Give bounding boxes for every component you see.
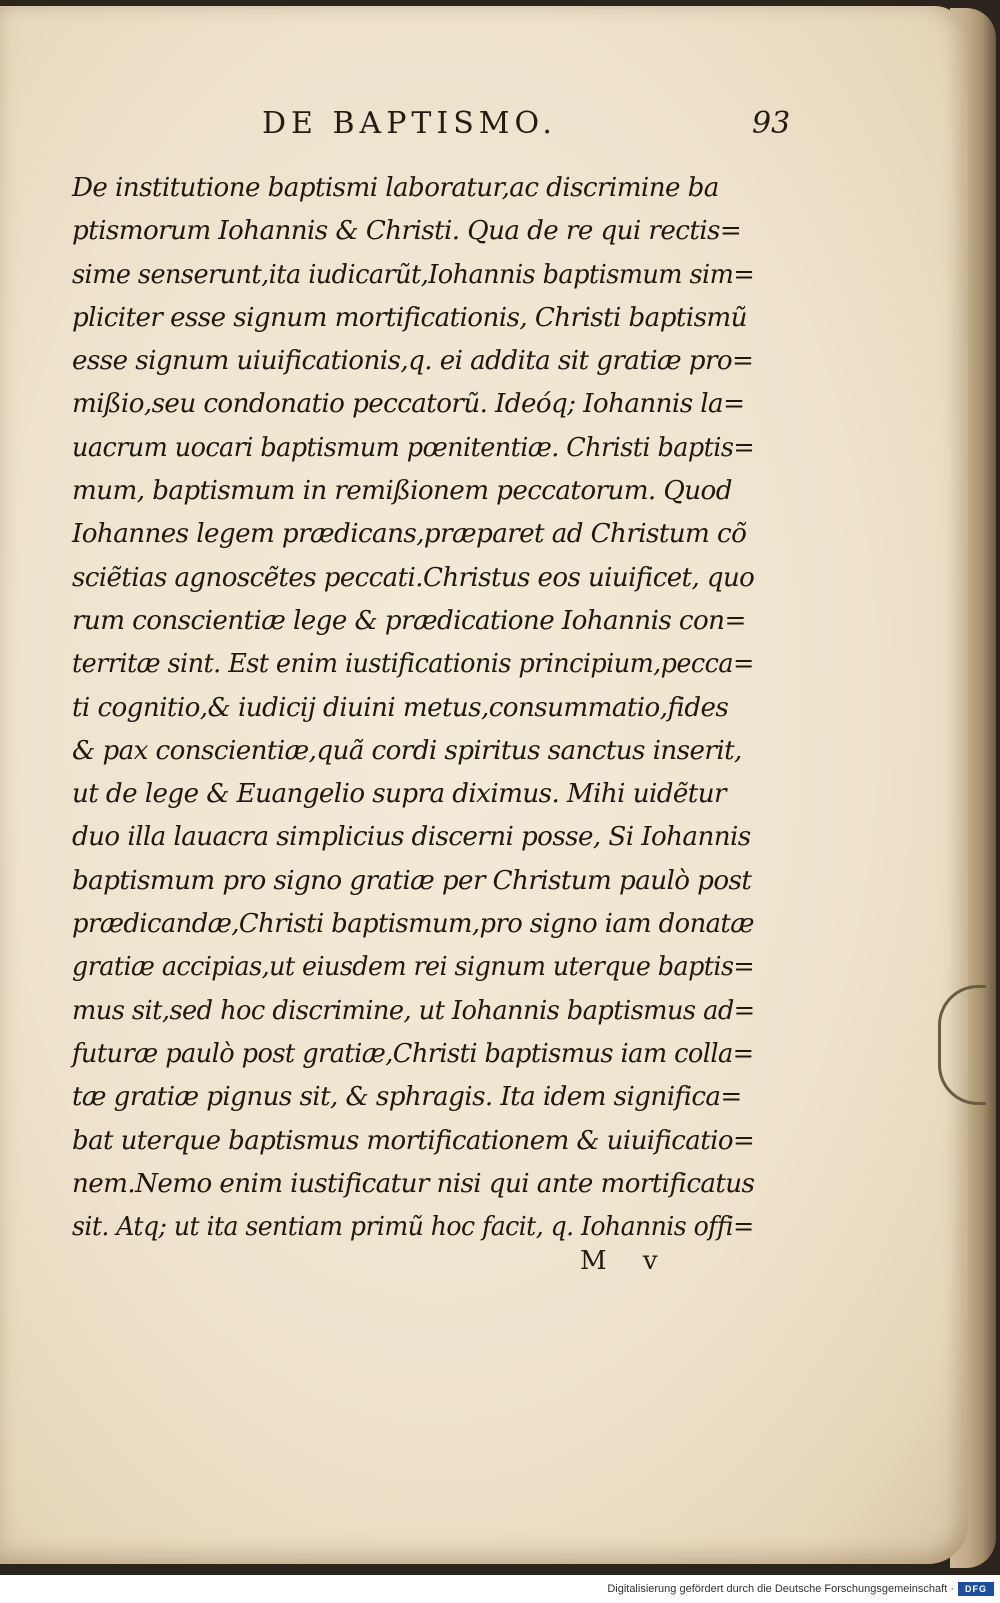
text-line: rum conscientiæ lege & prædicatione Iohannis con=	[72, 604, 746, 636]
text-line: sime senserunt,ita iudicarũt,Iohannis baptismum sim=	[72, 258, 755, 290]
text-line: bat uterque baptismus mortificationem & uiuificatio=	[72, 1124, 755, 1156]
text-line: duo illa lauacra simplicius discerni posse, Si Iohannis	[72, 821, 751, 853]
text-line: mum, baptismum in remißionem peccatorum. Quod	[72, 475, 732, 507]
text-line: ti cognitio,& iudicij diuini metus,consummatio,fides	[72, 691, 729, 723]
book-page	[0, 6, 968, 1564]
funding-credit: Digitalisierung gefördert durch die Deutsche Forschungsgemeinschaft ·	[607, 1583, 954, 1595]
page-number: 93	[752, 106, 791, 141]
dfg-logo-icon: DFG	[958, 1582, 994, 1596]
text-line: baptismum pro signo gratiæ per Christum paulò post	[72, 864, 752, 896]
text-line: uacrum uocari baptismum pœnitentiæ. Christi baptis=	[72, 431, 755, 463]
text-line: esse signum uiuificationis,q. ei addita sit gratiæ pro=	[72, 345, 754, 377]
text-line: ptismorum Iohannis & Christi. Qua de re qui rectis=	[72, 215, 742, 247]
text-line: nem.Nemo enim iustificatur nisi qui ante mortificatus	[72, 1167, 755, 1199]
text-line: futuræ paulò post gratiæ,Christi baptismus iam colla=	[72, 1037, 754, 1069]
page-header	[80, 106, 791, 150]
book-clasp	[938, 985, 986, 1105]
text-line: prædicandæ,Christi baptismum,pro signo iam donatæ	[72, 908, 754, 940]
running-head: DE BAPTISMO.	[262, 106, 557, 141]
footer-bar	[0, 1575, 1000, 1603]
text-line: mus sit,sed hoc discrimine, ut Iohannis baptismus ad=	[72, 994, 755, 1026]
text-line: tæ gratiæ pignus sit, & sphragis. Ita idem significa=	[72, 1081, 742, 1113]
text-line: sciẽtias agnoscẽtes peccati.Christus eos uiuificet, quo	[72, 561, 755, 593]
text-line: pliciter esse signum mortificationis, Christi baptismũ	[72, 301, 747, 333]
text-line: sit. Atq; ut ita sentiam primũ hoc facit, q. Iohannis offi=	[72, 1211, 754, 1243]
text-line: De institutione baptismi laboratur,ac discrimine ba	[72, 172, 719, 203]
text-line: ut de lege & Euangelio supra diximus. Mihi uidẽtur	[72, 778, 726, 810]
text-line: gratiæ accipias,ut eiusdem rei signum uterque baptis=	[72, 951, 755, 983]
signature-mark: M v	[580, 1246, 672, 1276]
text-line: Iohannes legem prædicans,præparet ad Christum cõ	[72, 518, 747, 550]
body-text	[72, 166, 762, 1248]
text-line: & pax conscientiæ,quã cordi spiritus sanctus inserit,	[72, 734, 742, 766]
text-line: territæ sint. Est enim iustificationis principium,pecca=	[72, 648, 754, 680]
text-line: mißio,seu condonatio peccatorũ. Ideóq; Iohannis la=	[72, 388, 745, 420]
